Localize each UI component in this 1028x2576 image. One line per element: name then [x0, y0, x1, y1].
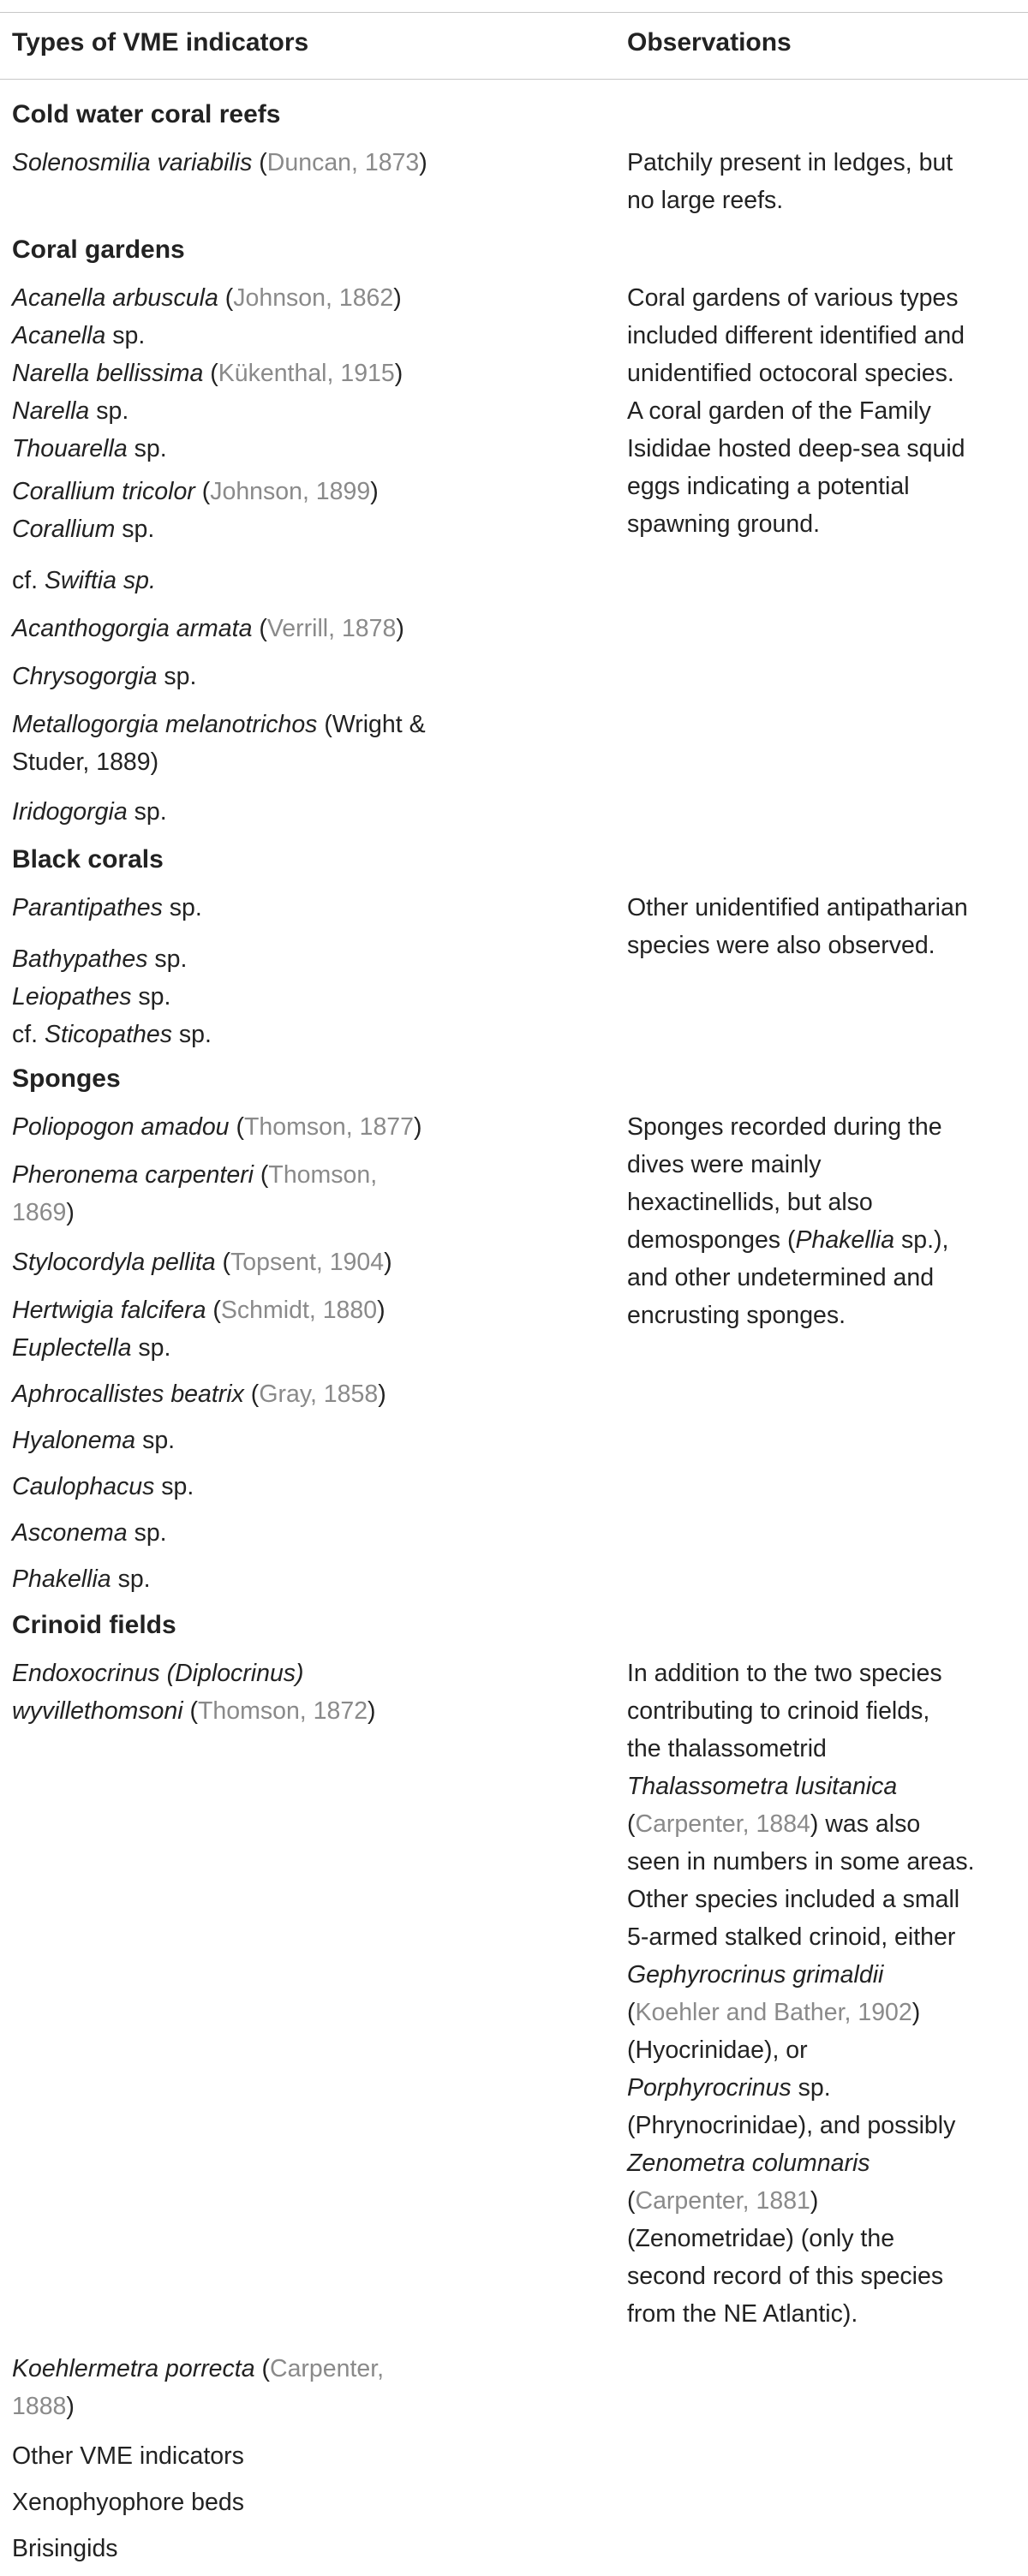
species-suffix: sp.: [157, 663, 197, 690]
paren: ): [368, 1697, 376, 1725]
paren: (: [182, 1697, 198, 1725]
author-link[interactable]: Gray, 1858: [259, 1380, 379, 1408]
header-col2: Observations: [627, 28, 792, 57]
obs-line: Coral gardens of various types: [627, 284, 959, 312]
species-cell: [12, 279, 603, 468]
species-cell: [12, 1468, 603, 1506]
author-link[interactable]: Johnson, 1899: [210, 478, 371, 505]
species-suffix: sp.: [127, 435, 167, 462]
obs-line: Other unidentified antipatharian: [627, 894, 968, 921]
species-name: Parantipathes: [12, 894, 163, 921]
species-name: Solenosmilia variabilis: [12, 149, 253, 176]
paren: ): [66, 1199, 75, 1226]
species-cell: [12, 1108, 603, 1146]
author-link[interactable]: Verrill, 1878: [266, 615, 397, 642]
species-name: Narella bellissima: [12, 360, 204, 387]
species-cell: [12, 793, 603, 831]
species-name: Euplectella: [12, 1334, 132, 1362]
paren: ): [378, 1380, 386, 1408]
obs-line: [627, 1994, 1021, 2031]
species-cell: [12, 658, 603, 695]
paren: (: [206, 1297, 221, 1324]
obs-line: (Zenometridae) (only the: [627, 2225, 895, 2252]
paren: (: [627, 1810, 636, 1838]
author-text: (Wright &: [317, 711, 426, 738]
author-link[interactable]: Topsent, 1904: [230, 1249, 385, 1276]
species-cell: [12, 1422, 603, 1459]
obs-line: eggs indicating a potential: [627, 473, 910, 500]
obs-line: dives were mainly: [627, 1151, 822, 1178]
obs-line: Isididae hosted deep-sea squid: [627, 435, 965, 462]
paren: ): [394, 360, 403, 387]
cf-prefix: cf.: [12, 1021, 45, 1048]
group-title: Sponges: [12, 1064, 121, 1093]
species-suffix: sp.: [131, 983, 171, 1011]
author-link[interactable]: Koehler and Bather, 1902: [635, 1999, 912, 2026]
paren: (: [252, 615, 267, 642]
species-cell: [12, 2350, 603, 2425]
species-name: Corallium: [12, 516, 116, 543]
paren: (: [252, 149, 267, 176]
species-suffix: sp.: [147, 945, 188, 973]
obs-line: A coral garden of the Family: [627, 397, 931, 425]
table-top-rule: [0, 12, 1028, 13]
paren: ): [396, 615, 404, 642]
obs-species: Zenometra columnaris: [627, 2150, 870, 2177]
obs-text: ) was also: [810, 1810, 921, 1838]
species-suffix: sp.: [111, 1565, 151, 1593]
obs-text: sp.),: [894, 1226, 949, 1254]
author-link[interactable]: Carpenter, 1881: [635, 2187, 810, 2215]
author-text: Studer, 1889): [12, 748, 159, 776]
species-name: Narella: [12, 397, 90, 425]
species-name: Thouarella: [12, 435, 128, 462]
paren: (: [194, 478, 211, 505]
obs-line: [627, 1221, 1021, 1259]
species-suffix: sp.: [115, 516, 155, 543]
species-name: Acanella arbuscula: [12, 284, 218, 312]
obs-species: Thalassometra lusitanica: [627, 1773, 898, 1800]
species-name: Acanthogorgia armata: [12, 615, 253, 642]
paren: ): [377, 1297, 386, 1324]
group-title: Black corals: [12, 845, 164, 874]
species-name: Iridogorgia: [12, 798, 128, 826]
species-cell: [12, 1655, 603, 1730]
obs-line: no large reefs.: [627, 187, 784, 214]
cf-prefix: cf.: [12, 567, 45, 594]
obs-text: demosponges (: [627, 1226, 796, 1254]
obs-line: hexactinellids, but also: [627, 1189, 873, 1216]
author-link[interactable]: 1869: [12, 1199, 67, 1226]
species-name: Pheronema carpenteri: [12, 1161, 254, 1189]
paren: (: [627, 1999, 636, 2026]
group-title: Crinoid fields: [12, 1611, 176, 1639]
group-title: Cold water coral reefs: [12, 100, 281, 128]
obs-line: and other undetermined and: [627, 1264, 935, 1291]
paren: ): [370, 478, 379, 505]
header-rule: [0, 79, 1028, 80]
species-cell: [12, 1156, 603, 1231]
paren: (: [215, 1249, 231, 1276]
species-name: Poliopogon amadou: [12, 1113, 230, 1141]
species-cell: [12, 610, 603, 647]
group-title: Coral gardens: [12, 236, 185, 264]
obs-line: (Phrynocrinidae), and possibly: [627, 2112, 956, 2139]
obs-species: Gephyrocrinus grimaldii: [627, 1961, 884, 1989]
obs-line: In addition to the two species: [627, 1660, 942, 1687]
obs-line: unidentified octocoral species.: [627, 360, 954, 387]
obs-line: [627, 1805, 1021, 1843]
author-link[interactable]: Carpenter,: [269, 2355, 385, 2382]
species-name: Endoxocrinus (Diplocrinus): [12, 1660, 304, 1687]
species-name: Chrysogorgia: [12, 663, 158, 690]
paren: ): [384, 1249, 392, 1276]
species-name: Hyalonema: [12, 1427, 136, 1454]
species-name: Caulophacus: [12, 1473, 155, 1500]
author-link[interactable]: Thomson, 1877: [243, 1113, 415, 1141]
species-name: Swiftia sp.: [45, 567, 156, 594]
author-link[interactable]: 1888: [12, 2393, 67, 2420]
paren: (: [254, 2355, 270, 2382]
other-vme-indicators: Other VME indicators: [12, 2442, 244, 2470]
obs-line: Sponges recorded during the: [627, 1113, 942, 1141]
species-name: Leiopathes: [12, 983, 132, 1011]
species-suffix: sp.: [105, 322, 146, 349]
obs-line: included different identified and: [627, 322, 965, 349]
obs-line: encrusting sponges.: [627, 1302, 846, 1329]
species-cell: [12, 1514, 603, 1552]
species-suffix: sp.: [131, 1334, 171, 1362]
species-name: Hertwigia falcifera: [12, 1297, 206, 1324]
observation-cell: [627, 144, 1021, 219]
species-cell: [12, 1291, 603, 1367]
obs-line: Other species included a small: [627, 1886, 960, 1913]
species-cell: [12, 706, 603, 781]
brisingids: Brisingids: [12, 2535, 118, 2562]
author-link[interactable]: Johnson, 1862: [233, 284, 394, 312]
species-name: Acanella: [12, 322, 106, 349]
species-suffix: sp.: [127, 1519, 167, 1547]
paren: ): [393, 284, 402, 312]
species-name: Corallium tricolor: [12, 478, 195, 505]
species-suffix: sp.: [171, 1021, 212, 1048]
xenophyophore-beds: Xenophyophore beds: [12, 2489, 244, 2516]
observation-cell: [627, 279, 1021, 543]
obs-line: Patchily present in ledges, but: [627, 149, 953, 176]
paren: ): [419, 149, 427, 176]
species-name: Aphrocallistes beatrix: [12, 1380, 244, 1408]
obs-line: species were also observed.: [627, 932, 935, 959]
obs-line: (Hyocrinidae), or: [627, 2036, 808, 2064]
paren: (: [627, 2187, 636, 2215]
author-link[interactable]: Thomson, 1872: [198, 1697, 368, 1725]
species-name: Bathypathes: [12, 945, 148, 973]
author-link[interactable]: Thomson,: [268, 1161, 378, 1189]
observation-cell: [627, 1108, 1021, 1334]
obs-species: Phakellia: [795, 1226, 895, 1254]
species-name: Stylocordyla pellita: [12, 1249, 216, 1276]
species-cell: [12, 1243, 603, 1281]
obs-species: Porphyrocrinus: [627, 2074, 792, 2102]
obs-text: sp.: [791, 2074, 831, 2102]
species-name: Sticopathes: [45, 1021, 172, 1048]
paren: (: [229, 1113, 244, 1141]
paren: (: [218, 284, 234, 312]
species-name: wyvillethomsoni: [12, 1697, 183, 1725]
paren: ): [810, 2187, 819, 2215]
author-link[interactable]: Schmidt, 1880: [220, 1297, 378, 1324]
species-cell: [12, 1560, 603, 1598]
obs-line: the thalassometrid: [627, 1735, 827, 1762]
paren: ): [911, 1999, 921, 2026]
species-suffix: sp.: [135, 1427, 176, 1454]
author-link[interactable]: Duncan, 1873: [266, 149, 420, 176]
obs-line: contributing to crinoid fields,: [627, 1697, 930, 1725]
species-cell: [12, 144, 603, 182]
species-name: Asconema: [12, 1519, 128, 1547]
obs-line: spawning ground.: [627, 510, 820, 538]
obs-line: [627, 2182, 1021, 2220]
obs-line: [627, 2069, 1021, 2107]
paren: ): [66, 2393, 75, 2420]
author-link[interactable]: Kükenthal, 1915: [218, 360, 395, 387]
species-suffix: sp.: [127, 798, 167, 826]
author-link[interactable]: Carpenter, 1884: [635, 1810, 810, 1838]
paren: ): [414, 1113, 422, 1141]
paren: (: [254, 1161, 269, 1189]
observation-cell: [627, 889, 1021, 964]
obs-line: from the NE Atlantic).: [627, 2300, 858, 2328]
paren: (: [203, 360, 218, 387]
species-cell: [12, 940, 603, 1053]
species-name: Metallogorgia melanotrichos: [12, 711, 318, 738]
species-cell: [12, 889, 603, 927]
species-suffix: sp.: [162, 894, 202, 921]
species-suffix: sp.: [154, 1473, 194, 1500]
header-col1: Types of VME indicators: [12, 28, 309, 57]
species-cell: [12, 562, 603, 599]
obs-line: second record of this species: [627, 2263, 944, 2290]
species-name: Koehlermetra porrecta: [12, 2355, 255, 2382]
species-name: Phakellia: [12, 1565, 111, 1593]
obs-line: 5-armed stalked crinoid, either: [627, 1923, 956, 1951]
species-cell: [12, 473, 603, 548]
species-suffix: sp.: [89, 397, 129, 425]
species-cell: [12, 1375, 603, 1413]
paren: (: [243, 1380, 260, 1408]
observation-cell: [627, 1655, 1021, 2333]
obs-line: seen in numbers in some areas.: [627, 1848, 975, 1875]
